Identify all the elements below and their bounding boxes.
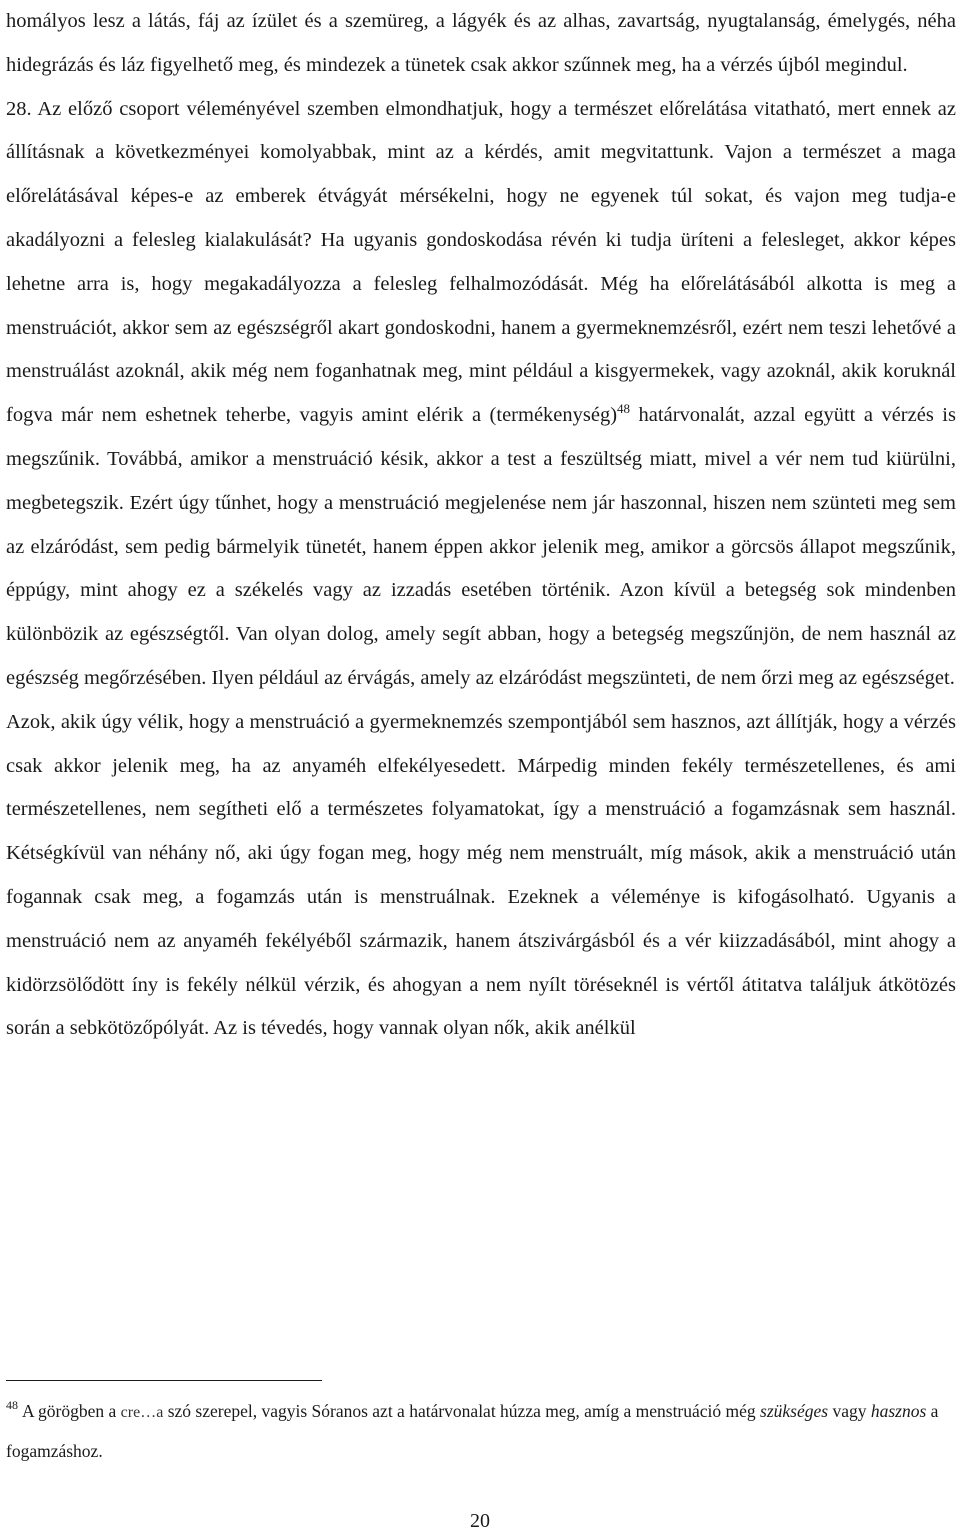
paragraph-28-part-b: határvonalát, azzal együtt a vérzés is megszűnik. Továbbá, amikor a menstruáció késik, akkor a test a feszültség miatt, mivel a vér nem tud kiürülni, megbetegszik. Ezért úgy tűnhet, hogy a menstruáció megjelenése nem jár haszonnal, hiszen nem szünteti meg sem az elzáródást, sem pedig bármelyik tünetét, hanem éppen akkor jelenik meg, amikor a görcsös állapot megszűnik, éppúgy, mint ahogy ez a székelés vagy az izzadás esetében történik. Azon kívül a betegség sok mindenben különbözik az egészségtől. Van olyan dolog, amely segít abban, hogy a betegség megszűnjön, de nem használ az egészség megőrzésében. Ilyen például az érvágás, amely az elzáródást megszünteti, de nem őrzi meg az egészséget. <box>6 404 956 689</box>
body-text <box>6 0 956 1051</box>
document-page <box>6 0 956 1051</box>
footnote-text-4: a fogamzáshoz. <box>6 1401 939 1461</box>
paragraph-intro: homályos lesz a látás, fáj az ízület és a szemüreg, a lágyék és az alhas, zavartság, nyugtalanság, émelygés, néha hidegrázás és láz figyelhető meg, és mindezek a tünetek csak akkor szűnnek meg, ha a vérzés újból megindul. <box>6 10 956 76</box>
paragraph-28-part-a: 28. Az előző csoport véleményével szemben elmondhatjuk, hogy a természet előrelátása vitatható, mert ennek az állításnak a következményei komolyabbak, mint az a kérdés, amit megvitattunk. Vajon a természet a maga előrelátásával képes-e az emberek étvágyát mérsékelni, hogy ne egyenek túl sokat, és vajon meg tudja-e akadályozni a felesleg kialakulását? Ha ugyanis gondoskodása révén ki tudja üríteni a felesleget, akkor képes lehetne arra is, hogy megakadályozza a felesleg felhalmozódását. Még ha előrelátásából alkotta is meg a menstruációt, akkor sem az egészségről akart gondoskodni, hanem a gyermeknemzésről, ezért nem teszi lehetővé a menstruálást azoknál, akik még nem foganhatnak meg, mint például a kisgyermekek, vagy azoknál, akik koruknál fogva már nem eshetnek teherbe, vagyis amint elérik a (termékenység) <box>6 97 956 427</box>
footnote-greek-word: cre…a <box>120 1404 164 1421</box>
footnote-text-1: A görögben a <box>22 1401 121 1421</box>
footnote-separator <box>6 1380 322 1381</box>
paragraph-28 <box>6 88 956 701</box>
footnote-marker: 48 <box>6 1398 18 1412</box>
footnote-text-2: szó szerepel, vagyis Sóranos azt a határvonalat húzza meg, amíg a menstruáció még <box>163 1401 761 1421</box>
footnote-text-3: vagy <box>828 1401 871 1421</box>
footnote-48 <box>6 1392 956 1470</box>
page-number: 20 <box>470 1510 490 1532</box>
footnote-italic-hasznos: hasznos <box>870 1401 927 1421</box>
footnote-reference-48[interactable]: 48 <box>617 401 631 417</box>
paragraph-azok: Azok, akik úgy vélik, hogy a menstruáció a gyermeknemzés szempontjából sem hasznos, azt állítják, hogy a vérzés csak akkor jelenik meg, ha az anyaméh elfekélyesedett. Márpedig minden fekély természetellenes, és ami természetellenes, nem segítheti elő a természetes folyamatokat, így a menstruáció a fogamzásnak sem használ. Kétségkívül van néhány nő, aki úgy fogan meg, hogy még nem menstruált, míg mások, akik a menstruáció után fogannak csak meg, a fogamzás után is menstruálnak. Ezeknek a véleménye is kifogásolható. Ugyanis a menstruáció nem az anyaméh fekélyéből származik, hanem átszivárgásból és a vér kiizzadásából, mint ahogy a kidörzsölődött íny is fekély nélkül vérzik, és ahogyan a nem nyílt töréseknél is vértől átitatva találjuk átkötözés során a sebkötözőpólyát. Az is tévedés, hogy vannak olyan nők, akik anélkül <box>6 710 956 1040</box>
footnote-italic-szukseges: szükséges <box>760 1401 829 1421</box>
